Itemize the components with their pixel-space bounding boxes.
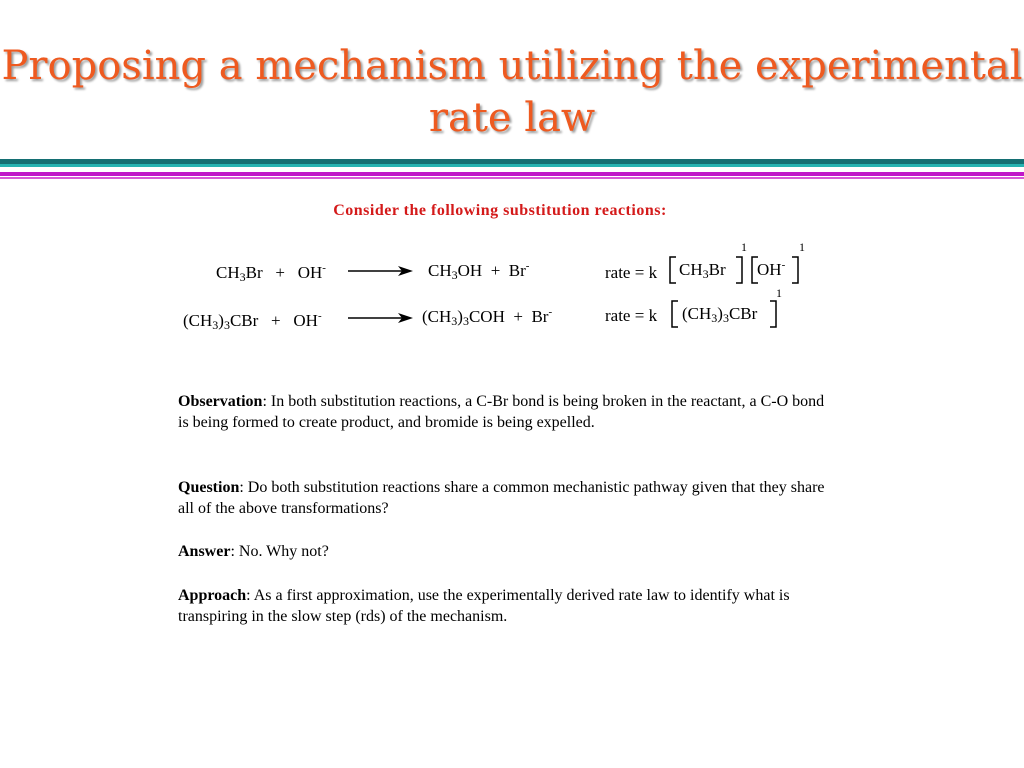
- rate-law-1-order2: 1: [799, 240, 805, 254]
- rate-law-1-order1: 1: [741, 240, 747, 254]
- approach-label: Approach: [178, 587, 247, 604]
- rate-law-1-prefix: rate = k: [605, 263, 658, 282]
- answer-paragraph: [178, 541, 838, 562]
- reaction2-reactant: $(CH_3)_3CBr$: [183, 311, 259, 332]
- slide-title: Proposing a mechanism utilizing the experimental rate law: [1, 43, 1023, 141]
- reaction1-product: $CH_3OH$: [428, 261, 483, 282]
- question-text: : Do both substitution reactions share a common mechanistic pathway given that they share all of the above transformations?: [178, 479, 825, 517]
- observation-label: Observation: [178, 393, 263, 410]
- consider-heading: Consider the following substitution reactions:: [333, 202, 667, 219]
- question-paragraph: [178, 477, 838, 519]
- rate-law-2-order1: 1: [776, 286, 782, 300]
- right-bracket-icon: [734, 256, 744, 284]
- reaction2-reagent: OH-: [293, 310, 322, 330]
- observation-paragraph: [178, 391, 838, 433]
- reaction2-plus2: +: [513, 307, 523, 326]
- reaction1-reagent: OH-: [297, 262, 326, 282]
- reaction1-plus2: +: [490, 261, 501, 280]
- reaction2-plus: +: [271, 311, 281, 330]
- rate-law-1-term1: $CH_3Br$: [679, 260, 726, 281]
- divider-teal-light: [0, 164, 1024, 167]
- approach-paragraph: [178, 585, 838, 627]
- reaction1-reactant: $CH_3Br$: [216, 263, 263, 284]
- divider-magenta-thick: [0, 172, 1024, 176]
- left-bracket-icon: [668, 256, 678, 284]
- reaction1-reactants: [216, 263, 326, 283]
- observation-text: : In both substitution reactions, a C-Br bond is being broken in the reactant, a C-O bond is being formed to create product, and bromide is being expelled.: [178, 393, 825, 431]
- reaction1-byproduct: Br-: [508, 260, 530, 280]
- rate-law-2-term1: $(CH_3)_3CBr$: [682, 304, 758, 325]
- reaction2-arrow: [348, 311, 414, 325]
- reaction2-byproduct: Br-: [531, 306, 553, 326]
- rate-law-1-term2: OH-: [757, 259, 786, 279]
- left-bracket-icon: [670, 300, 680, 328]
- reaction1-products: [428, 261, 529, 281]
- rate-law-2-prefix: rate = k: [605, 306, 658, 325]
- answer-text: : No. Why not?: [230, 543, 329, 560]
- right-bracket-icon: [790, 256, 800, 284]
- question-label: Question: [178, 479, 240, 496]
- reaction2-reactants: [183, 311, 322, 331]
- right-bracket-icon: [768, 300, 778, 328]
- reaction2-product: $(CH_3)_3COH$: [422, 307, 505, 328]
- reaction2-products: [422, 307, 552, 327]
- reaction1-arrow: [348, 264, 414, 278]
- answer-label: Answer: [178, 543, 231, 560]
- approach-text: : As a first approximation, use the experimentally derived rate law to identify what is transpiring in the slow step (rds) of the mechanism.: [178, 587, 790, 625]
- divider-magenta-thin: [0, 177, 1024, 179]
- reaction1-plus: +: [275, 263, 285, 282]
